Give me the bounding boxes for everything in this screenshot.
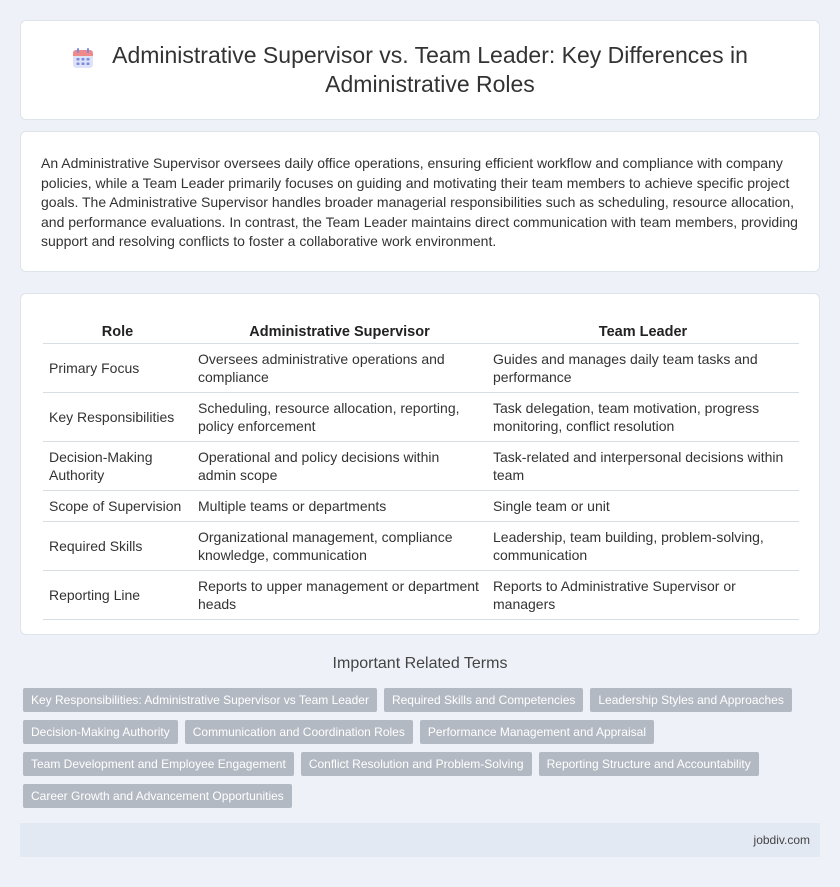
header-team-leader: Team Leader <box>487 314 799 344</box>
cell-administrative-supervisor: Scheduling, resource allocation, reporting, policy enforcement <box>192 393 487 442</box>
table-row <box>43 393 799 442</box>
footer-site-link[interactable]: jobdiv.com <box>753 833 810 847</box>
tag-required-skills[interactable]: Required Skills and Competencies <box>384 688 583 712</box>
comparison-card <box>20 293 820 635</box>
cell-team-leader: Reports to Administrative Supervisor or managers <box>487 571 799 620</box>
tag-leadership-styles[interactable]: Leadership Styles and Approaches <box>590 688 791 712</box>
cell-team-leader: Task-related and interpersonal decisions within team <box>487 442 799 491</box>
table-row <box>43 571 799 620</box>
related-terms-tags <box>23 688 823 816</box>
cell-team-leader: Guides and manages daily team tasks and performance <box>487 344 799 393</box>
cell-administrative-supervisor: Organizational management, compliance knowledge, communication <box>192 522 487 571</box>
table-row <box>43 344 799 393</box>
footer <box>20 823 820 857</box>
intro-card <box>20 131 820 272</box>
cell-team-leader: Single team or unit <box>487 491 799 522</box>
header-administrative-supervisor: Administrative Supervisor <box>192 314 487 344</box>
calendar-icon <box>71 46 95 70</box>
tag-decision-making-authority[interactable]: Decision-Making Authority <box>23 720 178 744</box>
title-wrap <box>21 21 819 119</box>
tag-conflict-resolution[interactable]: Conflict Resolution and Problem-Solving <box>301 752 532 776</box>
related-terms-title: Important Related Terms <box>332 655 508 672</box>
tag-career-growth[interactable]: Career Growth and Advancement Opportunities <box>23 784 292 808</box>
table-row <box>43 442 799 491</box>
table-row <box>43 491 799 522</box>
tag-communication-coordination[interactable]: Communication and Coordination Roles <box>185 720 413 744</box>
table-header-row <box>43 314 799 344</box>
header-card <box>20 20 820 120</box>
cell-role: Decision-Making Authority <box>43 442 192 491</box>
cell-administrative-supervisor: Multiple teams or departments <box>192 491 487 522</box>
table-row <box>43 522 799 571</box>
cell-role: Reporting Line <box>43 571 192 620</box>
tag-team-development[interactable]: Team Development and Employee Engagement <box>23 752 294 776</box>
intro-paragraph: An Administrative Supervisor oversees daily office operations, ensuring efficient workflow and compliance with company policies, while a Team Leader primarily focuses on guiding and motivating their team members to achieve specific project goals. The Administrative Supervisor handles broader managerial responsibilities such as scheduling, resource allocation, and performance evaluations. In contrast, the Team Leader maintains direct communication with team members, providing support and resolving conflicts to foster a collaborative work environment. <box>41 155 798 250</box>
cell-role: Required Skills <box>43 522 192 571</box>
comparison-table <box>43 314 799 620</box>
cell-role: Key Responsibilities <box>43 393 192 442</box>
cell-administrative-supervisor: Oversees administrative operations and compliance <box>192 344 487 393</box>
cell-role: Scope of Supervision <box>43 491 192 522</box>
tag-reporting-structure[interactable]: Reporting Structure and Accountability <box>539 752 759 776</box>
page-title: Administrative Supervisor vs. Team Leader: Key Differences in Administrative Roles <box>112 42 748 97</box>
cell-team-leader: Task delegation, team motivation, progress monitoring, conflict resolution <box>487 393 799 442</box>
header-role: Role <box>43 314 192 344</box>
tag-key-responsibilities[interactable]: Key Responsibilities: Administrative Supervisor vs Team Leader <box>23 688 377 712</box>
cell-administrative-supervisor: Operational and policy decisions within admin scope <box>192 442 487 491</box>
tag-performance-management[interactable]: Performance Management and Appraisal <box>420 720 654 744</box>
cell-role: Primary Focus <box>43 344 192 393</box>
cell-administrative-supervisor: Reports to upper management or department heads <box>192 571 487 620</box>
cell-team-leader: Leadership, team building, problem-solving, communication <box>487 522 799 571</box>
